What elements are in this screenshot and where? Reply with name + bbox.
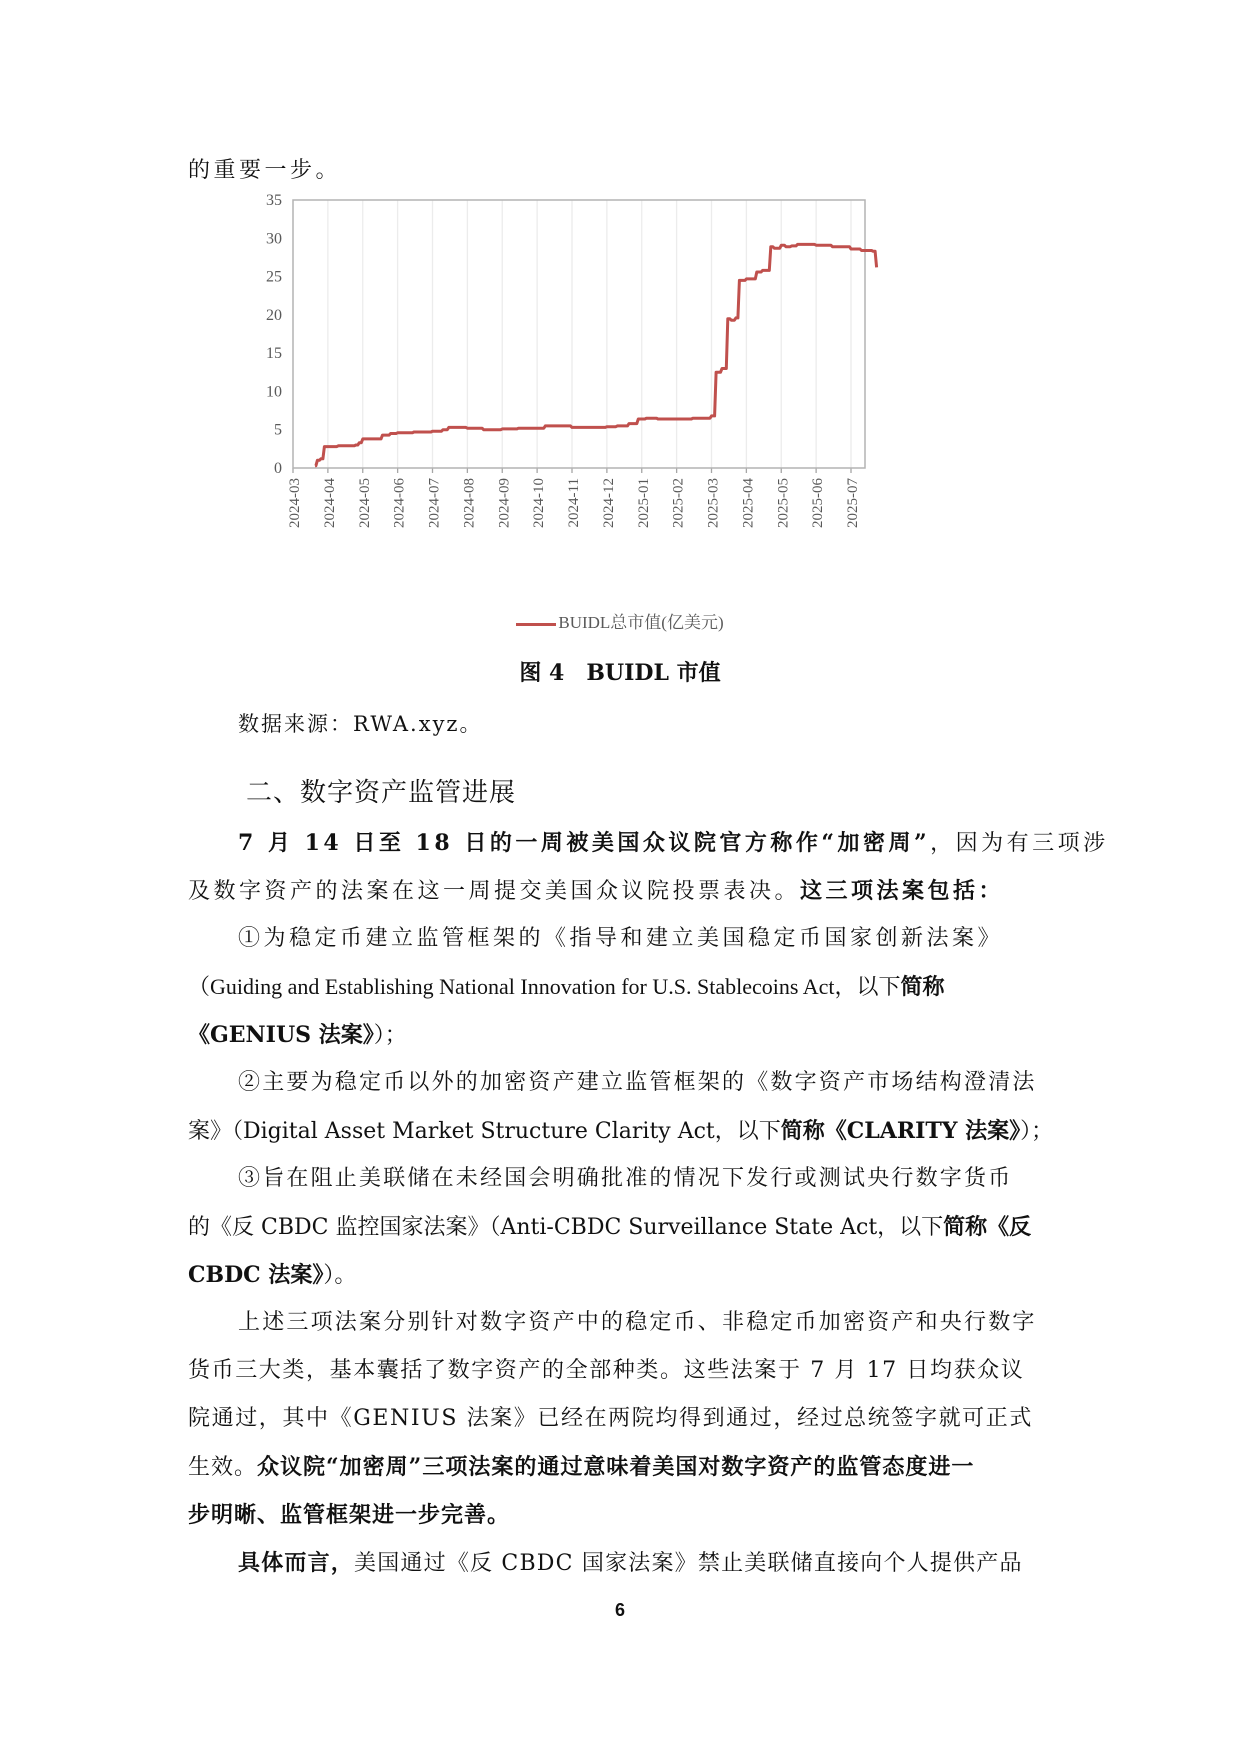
item-3-line-2 [188, 1212, 1053, 1243]
legend-swatch [516, 623, 556, 626]
x-tick-label: 2025-01 [635, 478, 652, 528]
text: ②主要为稳定币以外的加密资产建立监管框架的《数字资产市场结构澄清法 [238, 1070, 1037, 1095]
item-1-line-2 [188, 972, 1053, 1003]
bold-text: 步明晰、监管框架进一步完善。 [188, 1502, 511, 1528]
paragraph-2-line-4 [188, 1452, 1053, 1483]
y-tick-label: 5 [274, 421, 282, 439]
y-axis-ticks [266, 192, 282, 477]
text: ①为稳定币建立监管框架的《指导和建立美国稳定币国家创新法案》 [238, 926, 1004, 951]
y-tick-label: 35 [266, 192, 282, 209]
y-tick-label: 10 [266, 383, 282, 401]
text: 美国通过《反 CBDC 国家法案》禁止美联储直接向个人提供产品 [354, 1551, 1023, 1576]
text: 的《反 CBDC 监控国家法案》（Anti-CBDC Surveillance State Act，以下 [188, 1215, 944, 1240]
x-tick-label: 2024-07 [426, 478, 443, 528]
x-tick-label: 2025-02 [670, 478, 687, 528]
chart-legend [0, 608, 1240, 633]
x-tick-label: 2024-09 [496, 478, 513, 528]
legend-label: BUIDL总市值(亿美元) [558, 613, 724, 632]
text: 生效。 [188, 1455, 258, 1480]
text: ③旨在阻止美联储在未经国会明确批准的情况下发行或测试央行数字货币 [238, 1166, 1013, 1191]
x-tick-label: 2024-05 [356, 478, 373, 528]
x-tick-label: 2024-03 [287, 478, 303, 528]
buidl-series-line [315, 244, 877, 465]
bold-text: 简称《CLARITY 法案》 [780, 1118, 1021, 1144]
bold-text: 具体而言， [238, 1550, 355, 1576]
y-tick-label: 30 [266, 230, 282, 248]
text: 货币三大类，基本囊括了数字资产的全部种类。这些法案于 7 月 17 日均获众议 [188, 1358, 1025, 1383]
y-tick-label: 25 [266, 268, 282, 286]
item-3-line-3 [188, 1260, 1053, 1291]
x-tick-label: 2025-07 [845, 478, 861, 528]
x-tick-label: 2025-06 [810, 478, 827, 528]
x-tick-label: 2025-03 [705, 478, 722, 528]
paragraph-2-line-3 [188, 1404, 1053, 1434]
text: 院通过，其中《GENIUS 法案》已经在两院均得到通过，经过总统签字就可正式 [188, 1406, 1033, 1431]
y-tick-label: 0 [274, 460, 282, 477]
text: ，因为有三项涉 [930, 831, 1109, 856]
text: （Guiding and Establishing National Innovation for U.S. Stablecoins Act，以下 [188, 974, 901, 999]
text: 的重要一步。 [188, 158, 342, 183]
bold-text: 众议院“加密周”三项法案的通过意味着美国对数字资产的监管态度进一 [257, 1454, 975, 1480]
x-tick-label: 2024-08 [461, 478, 478, 528]
figure-caption: 图 4 BUIDL 市值 [519, 660, 721, 686]
item-1-line-1 [238, 924, 1053, 954]
bold-text: 简称 [900, 974, 945, 1000]
item-1-line-3 [188, 1020, 1053, 1051]
bold-text: 7 月 14 日至 18 日的一周被美国众议院官方称作“加密周” [238, 830, 931, 856]
page-number: 6 [614, 1600, 625, 1620]
paragraph-2-line-5 [188, 1500, 1053, 1531]
text: ）； [373, 1023, 407, 1048]
buidl-market-cap-chart [0, 0, 1240, 660]
item-2-line-1 [238, 1068, 1053, 1098]
y-tick-label: 15 [266, 345, 282, 363]
x-tick-label: 2024-04 [321, 478, 338, 528]
text: 上述三项法案分别针对数字资产中的稳定币、非稳定币加密资产和央行数字 [238, 1310, 1037, 1335]
item-3-line-1 [238, 1164, 1053, 1194]
x-tick-label: 2024-11 [566, 478, 582, 528]
paragraph-2-line-1 [238, 1308, 1053, 1338]
paragraph-1-line-1 [238, 828, 1109, 859]
text: ）。 [323, 1263, 357, 1288]
bold-text: 这三项法案包括： [800, 878, 1005, 904]
x-tick-label: 2025-04 [740, 478, 757, 528]
data-source: 数据来源：RWA.xyz。 [238, 712, 483, 736]
x-tick-label: 2024-10 [531, 478, 548, 528]
section-heading: 二、数字资产监管进展 [246, 778, 517, 808]
x-axis-ticks [287, 478, 861, 528]
paragraph-1-line-2 [188, 876, 1053, 907]
chart-axes [293, 200, 865, 473]
paragraph-2-line-2 [188, 1356, 1053, 1386]
bold-text: 《GENIUS 法案》 [188, 1022, 374, 1048]
item-2-line-2 [188, 1116, 1053, 1147]
bold-text: 简称《反 [943, 1214, 1032, 1240]
x-tick-label: 2024-12 [600, 478, 617, 528]
y-tick-label: 20 [266, 306, 282, 324]
paragraph-3-line-1 [238, 1548, 1053, 1579]
bold-text: CBDC 法案》 [188, 1262, 324, 1288]
text: ）； [1020, 1119, 1054, 1144]
text: 及数字资产的法案在这一周提交美国众议院投票表决。 [188, 879, 801, 904]
x-tick-label: 2025-05 [775, 478, 792, 528]
x-tick-label: 2024-06 [391, 478, 408, 528]
text: 案》（Digital Asset Market Structure Clarity Act，以下 [188, 1119, 781, 1144]
